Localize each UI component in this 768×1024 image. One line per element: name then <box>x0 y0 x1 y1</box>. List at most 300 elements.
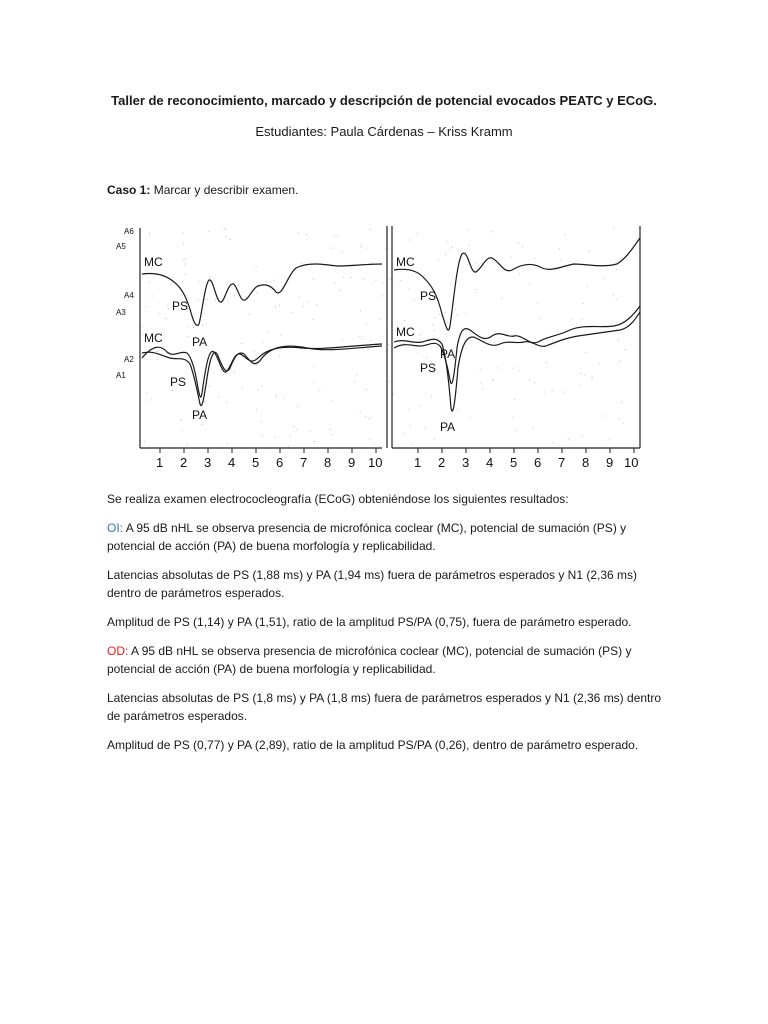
scan-speckle <box>226 402 227 403</box>
scan-speckle <box>591 379 592 380</box>
scan-speckle <box>530 284 531 285</box>
scan-speckle <box>292 312 293 313</box>
scan-speckle <box>554 267 555 268</box>
scan-speckle <box>261 386 262 387</box>
scan-speckle <box>299 297 300 298</box>
scan-speckle <box>618 340 619 341</box>
left-tick-6: 6 <box>276 455 284 470</box>
scan-speckle <box>580 385 581 386</box>
scan-speckle <box>142 326 143 327</box>
scan-speckle <box>313 365 314 366</box>
scan-speckle <box>370 341 371 342</box>
od-paragraph <box>107 642 667 678</box>
scan-speckle <box>209 386 210 387</box>
scan-speckle <box>226 236 227 237</box>
scan-speckle <box>379 318 380 319</box>
scan-speckle <box>273 280 274 281</box>
scan-speckle <box>492 379 493 380</box>
scan-speckle <box>313 319 314 320</box>
scan-speckle <box>433 330 434 331</box>
scan-speckle <box>144 441 145 442</box>
scan-speckle <box>613 228 614 229</box>
scan-speckle <box>256 266 257 267</box>
scan-speckle <box>437 259 438 260</box>
case-label: Caso 1: <box>107 183 151 197</box>
scan-speckle <box>167 305 168 306</box>
scan-speckle <box>256 409 257 410</box>
scan-speckle <box>619 361 620 362</box>
scan-speckle <box>339 290 340 291</box>
scan-speckle <box>369 229 370 230</box>
scan-speckle <box>475 289 476 290</box>
scan-speckle <box>149 282 150 283</box>
scan-speckle <box>412 444 413 445</box>
scan-speckle <box>335 282 336 283</box>
left-tick-5: 5 <box>252 455 260 470</box>
left-tick-8: 8 <box>324 455 332 470</box>
oi-latencies: Latencias absolutas de PS (1,88 ms) y PA (1,94 ms) fuera de parámetros esperados y N1 (2,36 ms) dentro de parámetros esperados. <box>107 568 638 600</box>
scan-speckle <box>389 279 390 280</box>
right-trace-top <box>394 238 640 330</box>
scan-speckle <box>404 343 405 344</box>
scan-speckle <box>265 281 266 282</box>
right-tick-5: 5 <box>510 455 518 470</box>
case-heading <box>107 183 298 197</box>
scan-speckle <box>480 369 481 370</box>
scan-speckle <box>210 277 211 278</box>
scan-speckle <box>288 446 289 447</box>
scan-speckle <box>298 233 299 234</box>
scan-speckle <box>208 231 209 232</box>
scan-speckle <box>383 283 384 284</box>
scan-speckle <box>366 324 367 325</box>
scan-noise <box>142 228 626 447</box>
scan-speckle <box>180 420 181 421</box>
right-tick-10: 10 <box>624 455 639 470</box>
right-tick-8: 8 <box>582 455 590 470</box>
scan-speckle <box>434 438 435 439</box>
oi-paragraph <box>107 519 667 555</box>
scan-speckle <box>254 351 255 352</box>
scan-speckle <box>572 318 573 319</box>
right-label-pa-top: PA <box>440 347 456 361</box>
scan-speckle <box>559 249 560 250</box>
side-label-a5: A5 <box>116 242 126 251</box>
scan-speckle <box>319 389 320 390</box>
scan-speckle <box>331 248 332 249</box>
scan-speckle <box>512 417 513 418</box>
left-tick-2: 2 <box>180 455 188 470</box>
scan-speckle <box>283 398 284 399</box>
scan-speckle <box>513 368 514 369</box>
scan-speckle <box>207 299 208 300</box>
scan-speckle <box>424 275 425 276</box>
left-label-ps-bottom: PS <box>170 375 187 389</box>
scan-speckle <box>343 277 344 278</box>
left-panel <box>140 226 387 448</box>
scan-speckle <box>363 279 364 280</box>
right-label-mc-top: MC <box>396 255 415 269</box>
scan-speckle <box>274 437 275 438</box>
oi-label: OI: <box>107 521 124 535</box>
scan-speckle <box>215 300 216 301</box>
scan-speckle <box>268 331 269 332</box>
scan-speckle <box>365 248 366 249</box>
right-label-ps-top: PS <box>420 289 437 303</box>
scan-speckle <box>150 399 151 400</box>
scan-speckle <box>279 356 280 357</box>
scan-speckle <box>475 262 476 263</box>
scan-speckle <box>218 397 219 398</box>
scan-speckle <box>622 423 623 424</box>
scan-speckle <box>373 283 374 284</box>
left-tick-3: 3 <box>204 455 212 470</box>
scan-speckle <box>146 393 147 394</box>
scan-speckle <box>256 293 257 294</box>
scan-speckle <box>314 441 315 442</box>
scan-speckle <box>310 431 311 432</box>
scan-speckle <box>404 320 405 321</box>
scan-speckle <box>279 305 280 306</box>
scan-speckle <box>172 390 173 391</box>
scan-speckle <box>186 295 187 296</box>
side-label-a4: A4 <box>124 291 134 300</box>
scan-speckle <box>476 293 477 294</box>
scan-speckle <box>366 389 367 390</box>
scan-speckle <box>447 242 448 243</box>
right-label-mc-bottom: MC <box>396 325 415 339</box>
left-trace-bottom-1 <box>142 344 382 397</box>
scan-speckle <box>552 390 553 391</box>
scan-speckle <box>451 282 452 283</box>
scan-speckle <box>297 406 298 407</box>
scan-speckle <box>410 426 411 427</box>
scan-speckle <box>439 314 440 315</box>
scan-speckle <box>332 434 333 435</box>
left-tick-7: 7 <box>300 455 308 470</box>
scan-speckle <box>470 418 471 419</box>
scan-speckle <box>560 260 561 261</box>
ecog-waveform-image <box>112 218 648 474</box>
scan-speckle <box>342 252 343 253</box>
right-tick-3: 3 <box>462 455 470 470</box>
scan-speckle <box>306 234 307 235</box>
left-label-pa-bottom: PA <box>192 408 208 422</box>
scan-speckle <box>256 365 257 366</box>
scan-speckle <box>581 319 582 320</box>
scan-speckle <box>404 434 405 435</box>
left-tick-9: 9 <box>348 455 356 470</box>
scan-speckle <box>382 295 383 296</box>
side-label-a3: A3 <box>116 308 126 317</box>
scan-speckle <box>516 430 517 431</box>
scan-speckle <box>537 302 538 303</box>
scan-speckle <box>400 280 401 281</box>
scan-speckle <box>281 335 282 336</box>
results-section <box>107 490 667 765</box>
scan-speckle <box>188 336 189 337</box>
scan-speckle <box>341 339 342 340</box>
od-latencies: Latencias absolutas de PS (1,8 ms) y PA (1,8 ms) fuera de parámetros esperados y N1 (2,36 ms) dentro de parámetros esperados. <box>107 691 662 723</box>
scan-speckle <box>362 338 363 339</box>
scan-speckle <box>242 387 243 388</box>
scan-speckle <box>449 250 450 251</box>
right-tick-4: 4 <box>486 455 494 470</box>
scan-speckle <box>183 233 184 234</box>
scan-speckle <box>359 336 360 337</box>
scan-speckle <box>329 429 330 430</box>
scan-speckle <box>187 326 188 327</box>
ecog-waveform-figure <box>112 218 648 474</box>
right-panel <box>392 226 640 448</box>
scan-speckle <box>157 351 158 352</box>
scan-speckle <box>393 393 394 394</box>
scan-speckle <box>546 362 547 363</box>
scan-speckle <box>229 239 230 240</box>
scan-speckle <box>157 359 158 360</box>
scan-speckle <box>261 435 262 436</box>
left-tick-4: 4 <box>228 455 236 470</box>
right-tick-2: 2 <box>438 455 446 470</box>
scan-speckle <box>445 312 446 313</box>
scan-speckle <box>336 235 337 236</box>
scan-speckle <box>452 247 453 248</box>
scan-speckle <box>360 244 361 245</box>
scan-speckle <box>303 306 304 307</box>
right-tick-9: 9 <box>606 455 614 470</box>
scan-speckle <box>522 246 523 247</box>
scan-speckle <box>447 322 448 323</box>
scan-speckle <box>204 401 205 402</box>
scan-speckle <box>568 439 569 440</box>
scan-speckle <box>369 439 370 440</box>
scan-speckle <box>502 298 503 299</box>
scan-speckle <box>185 274 186 275</box>
scan-speckle <box>582 435 583 436</box>
scan-speckle <box>186 444 187 445</box>
scan-speckle <box>360 411 361 412</box>
scan-speckle <box>420 334 421 335</box>
side-label-a6: A6 <box>124 227 134 236</box>
scan-speckle <box>183 259 184 260</box>
scan-speckle <box>361 247 362 248</box>
scan-speckle <box>599 363 600 364</box>
case-instruction: Marcar y describir examen. <box>150 183 299 197</box>
scan-speckle <box>619 419 620 420</box>
scan-speckle <box>372 262 373 263</box>
right-tick-6: 6 <box>534 455 542 470</box>
scan-speckle <box>468 245 469 246</box>
scan-speckle <box>514 399 515 400</box>
scan-speckle <box>584 375 585 376</box>
scan-speckle <box>544 392 545 393</box>
scan-speckle <box>332 400 333 401</box>
scan-speckle <box>183 243 184 244</box>
scan-speckle <box>410 240 411 241</box>
scan-speckle <box>313 279 314 280</box>
scan-speckle <box>159 313 160 314</box>
scan-speckle <box>433 324 434 325</box>
scan-speckle <box>234 294 235 295</box>
scan-speckle <box>388 344 389 345</box>
scan-speckle <box>258 389 259 390</box>
scan-speckle <box>478 265 479 266</box>
scan-speckle <box>370 417 371 418</box>
scan-speckle <box>408 289 409 290</box>
scan-speckle <box>308 301 309 302</box>
scan-speckle <box>466 313 467 314</box>
right-tick-1: 1 <box>414 455 422 470</box>
scan-speckle <box>316 304 317 305</box>
scan-speckle <box>621 402 622 403</box>
scan-speckle <box>152 296 153 297</box>
scan-speckle <box>417 233 418 234</box>
scan-speckle <box>182 430 183 431</box>
right-label-pa-bottom: PA <box>440 420 456 434</box>
left-tick-10: 10 <box>368 455 383 470</box>
scan-speckle <box>301 263 302 264</box>
scan-speckle <box>202 325 203 326</box>
scan-speckle <box>511 257 512 258</box>
scan-speckle <box>456 314 457 315</box>
scan-speckle <box>426 357 427 358</box>
scan-speckle <box>604 278 605 279</box>
scan-speckle <box>260 421 261 422</box>
scan-speckle <box>225 229 226 230</box>
scan-speckle <box>149 233 150 234</box>
scan-speckle <box>613 294 614 295</box>
side-label-a1: A1 <box>116 371 126 380</box>
scan-speckle <box>146 306 147 307</box>
scan-speckle <box>249 314 250 315</box>
scan-speckle <box>519 274 520 275</box>
scan-speckle <box>431 396 432 397</box>
scan-speckle <box>533 427 534 428</box>
scan-speckle <box>294 426 295 427</box>
right-axis-ticks <box>418 448 634 453</box>
scan-speckle <box>455 309 456 310</box>
scan-speckle <box>207 383 208 384</box>
scan-speckle <box>587 286 588 287</box>
scan-speckle <box>355 381 356 382</box>
scan-speckle <box>203 313 204 314</box>
scan-speckle <box>445 254 446 255</box>
left-tick-1: 1 <box>156 455 164 470</box>
scan-speckle <box>589 251 590 252</box>
scan-speckle <box>498 367 499 368</box>
scan-speckle <box>534 258 535 259</box>
scan-speckle <box>518 243 519 244</box>
scan-speckle <box>534 382 535 383</box>
scan-speckle <box>166 318 167 319</box>
scan-speckle <box>389 381 390 382</box>
side-label-a2: A2 <box>124 355 134 364</box>
scan-speckle <box>275 306 276 307</box>
scan-speckle <box>350 277 351 278</box>
scan-speckle <box>592 376 593 377</box>
right-waveforms <box>394 238 640 411</box>
scan-speckle <box>313 381 314 382</box>
scan-speckle <box>408 409 409 410</box>
scan-speckle <box>376 280 377 281</box>
scan-speckle <box>227 443 228 444</box>
scan-speckle <box>467 230 468 231</box>
left-label-ps-top: PS <box>172 299 189 313</box>
scan-speckle <box>480 382 481 383</box>
left-label-mc-bottom: MC <box>144 331 163 345</box>
oi-description: A 95 dB nHL se observa presencia de microfónica coclear (MC), potencial de sumación (PS) y potencial de acción (PA) de buena morfología y replicabilidad. <box>107 521 627 553</box>
od-amplitude: Amplitud de PS (0,77) y PA (2,89), ratio de la amplitud PS/PA (0,26), dentro de parámetro esperado. <box>107 738 639 752</box>
scan-speckle <box>457 409 458 410</box>
scan-speckle <box>297 429 298 430</box>
results-intro: Se realiza examen electrococleografía (ECoG) obteniéndose los siguientes resultados: <box>107 492 569 506</box>
scan-speckle <box>193 327 194 328</box>
scan-speckle <box>553 443 554 444</box>
left-label-mc-top: MC <box>144 255 163 269</box>
scan-speckle <box>276 395 277 396</box>
scan-speckle <box>580 373 581 374</box>
scan-speckle <box>608 439 609 440</box>
scan-speckle <box>385 350 386 351</box>
od-description: A 95 dB nHL se observa presencia de microfónica coclear (MC), potencial de sumación (PS) y potencial de acción (PA) de buena morfología y replicabilidad. <box>107 644 632 676</box>
scan-speckle <box>586 352 587 353</box>
scan-speckle <box>202 424 203 425</box>
scan-speckle <box>233 371 234 372</box>
document-title: Taller de reconocimiento, marcado y descripción de potencial evocados PEATC y ECoG. <box>111 93 657 108</box>
scan-speckle <box>625 349 626 350</box>
right-tick-7: 7 <box>558 455 566 470</box>
scan-speckle <box>142 334 143 335</box>
right-label-ps-bottom: PS <box>420 361 437 375</box>
scan-speckle <box>184 264 185 265</box>
scan-speckle <box>540 318 541 319</box>
scan-speckle <box>491 231 492 232</box>
students-line: Estudiantes: Paula Cárdenas – Kriss Kramm <box>255 124 513 139</box>
scan-speckle <box>262 342 263 343</box>
scan-speckle <box>434 318 435 319</box>
scan-speckle <box>368 418 369 419</box>
scan-speckle <box>360 310 361 311</box>
scan-speckle <box>290 435 291 436</box>
scan-speckle <box>368 349 369 350</box>
scan-speckle <box>418 352 419 353</box>
scan-speckle <box>425 427 426 428</box>
scan-speckle <box>493 380 494 381</box>
scan-speckle <box>357 374 358 375</box>
left-axis-ticks <box>160 448 376 453</box>
scan-speckle <box>365 416 366 417</box>
scan-speckle <box>413 300 414 301</box>
scan-speckle <box>199 281 200 282</box>
scan-speckle <box>564 234 565 235</box>
scan-speckle <box>563 392 564 393</box>
scan-speckle <box>241 343 242 344</box>
left-trace-top <box>142 264 382 325</box>
scan-speckle <box>559 445 560 446</box>
scan-speckle <box>616 299 617 300</box>
scan-speckle <box>482 389 483 390</box>
scan-speckle <box>602 416 603 417</box>
od-label: OD: <box>107 644 129 658</box>
scan-speckle <box>170 284 171 285</box>
scan-speckle <box>185 259 186 260</box>
scan-speckle <box>198 300 199 301</box>
scan-speckle <box>419 406 420 407</box>
scan-speckle <box>529 379 530 380</box>
scan-speckle <box>224 228 225 229</box>
scan-speckle <box>374 444 375 445</box>
left-label-pa-top: PA <box>192 335 208 349</box>
